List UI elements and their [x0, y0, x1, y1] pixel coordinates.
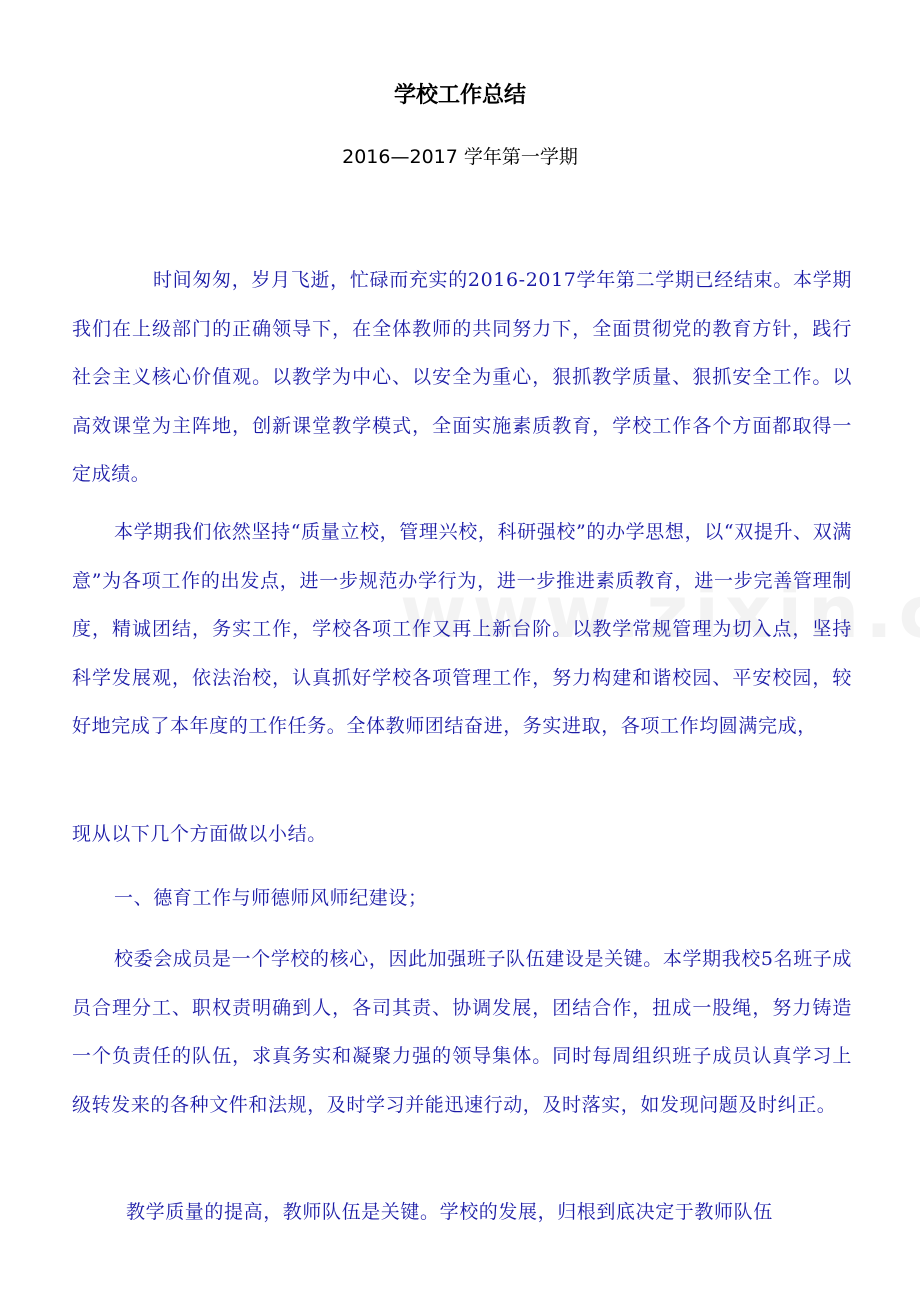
document-subtitle: 2016—2017 学年第一学期 [342, 146, 578, 168]
paragraph-summary-lead: 现从以下几个方面做以小结。 [72, 823, 327, 845]
paragraph-leadership: 校委会成员是一个学校的核心，因此加强班子队伍建设是关键。本学期我校5名班子成员合理分工、职权责明确到人，各司其责、协调发展，团结合作，扭成一股绳，努力铸造一个负责任的队伍，求真务实和凝聚力强的领导集体。同时每周组织班子成员认真学习上级转发来的各种文件和法规，及时学习并能迅速行动，及时落实，如发现问题及时纠正。 [72, 948, 852, 1116]
paragraph-philosophy: 本学期我们依然坚持“质量立校，管理兴校，科研强校”的办学思想，以“双提升、双满意”为各项工作的出发点，进一步规范办学行为，进一步推进素质教育，进一步完善管理制度，精诚团结，务实工作，学校各项工作又再上新台阶。以教学常规管理为切入点，坚持科学发展观，依法治校，认真抓好学校各项管理工作，努力构建和谐校园、平安校园，较好地完成了本年度的工作任务。全体教师团结奋进，务实进取，各项工作均圆满完成， [72, 521, 852, 737]
paragraph-teaching-quality: 教学质量的提高，教师队伍是关键。学校的发展，归根到底决定于教师队伍 [126, 1201, 773, 1223]
document-title: 学校工作总结 [393, 83, 526, 108]
section-heading-moral-education: 一、德育工作与师德师风师纪建设； [114, 887, 428, 909]
paragraph-intro: 时间匆匆，岁月飞逝，忙碌而充实的2016-2017学年第二学期已经结束。本学期我们在上级部门的正确领导下，在全体教师的共同努力下，全面贯彻党的教育方针，践行社会主义核心价值观。以教学为中心、以安全为重心，狠抓教学质量、狠抓安全工作。以高效课堂为主阵地，创新课堂教学模式，全面实施素质教育，学校工作各个方面都取得一定成绩。 [72, 269, 852, 485]
